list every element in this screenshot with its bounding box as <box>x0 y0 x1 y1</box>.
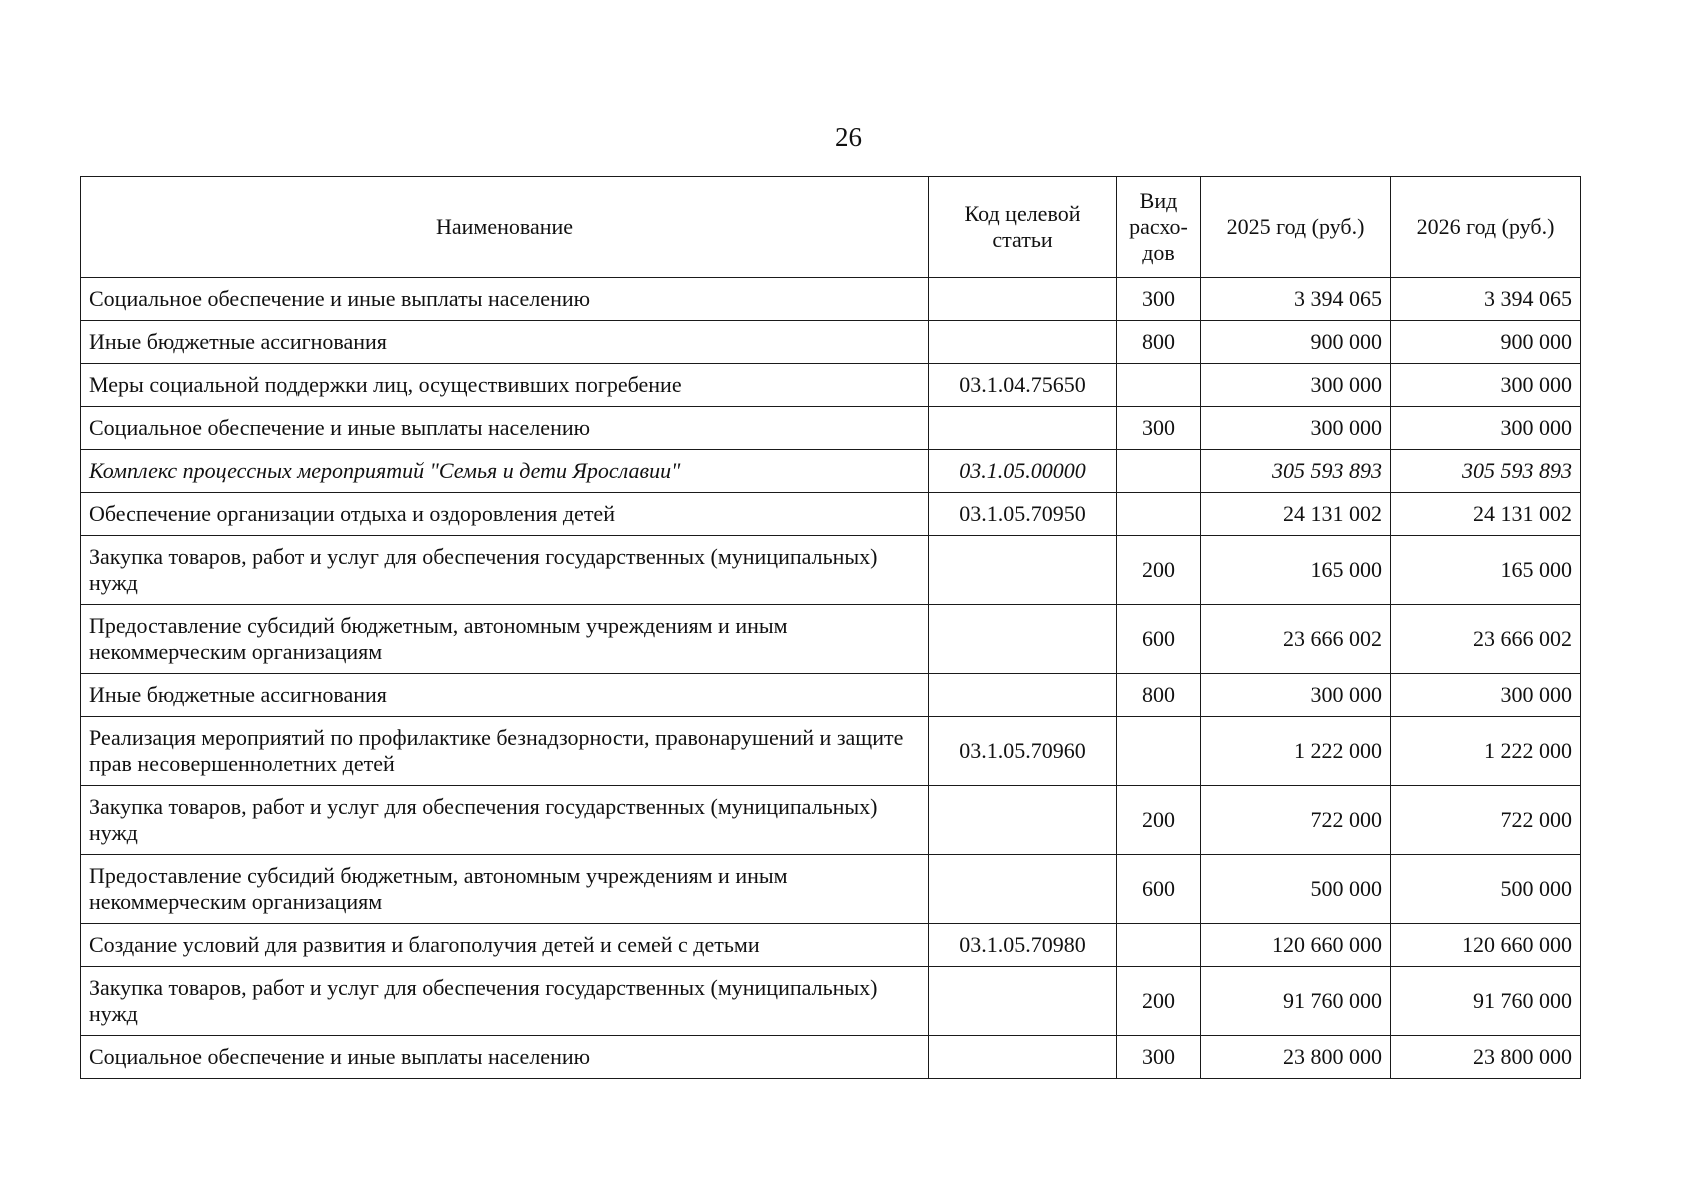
cell-2026: 165 000 <box>1391 536 1581 605</box>
cell-code <box>929 1036 1117 1079</box>
table-row <box>81 605 1581 674</box>
cell-type: 300 <box>1117 278 1201 321</box>
table-row <box>81 1036 1581 1079</box>
cell-code <box>929 278 1117 321</box>
cell-name: Социальное обеспечение и иные выплаты населению <box>81 407 929 450</box>
cell-type <box>1117 450 1201 493</box>
cell-code <box>929 407 1117 450</box>
cell-code: 03.1.05.70980 <box>929 924 1117 967</box>
cell-2025: 500 000 <box>1201 855 1391 924</box>
table-row <box>81 493 1581 536</box>
cell-code <box>929 855 1117 924</box>
cell-2026: 305 593 893 <box>1391 450 1581 493</box>
header-code: Код целевой статьи <box>929 177 1117 278</box>
table-row <box>81 855 1581 924</box>
cell-code <box>929 967 1117 1036</box>
cell-name: Предоставление субсидий бюджетным, автономным учреждениям и иным некоммерческим организациям <box>81 855 929 924</box>
cell-2025: 120 660 000 <box>1201 924 1391 967</box>
cell-2026: 120 660 000 <box>1391 924 1581 967</box>
cell-code <box>929 321 1117 364</box>
cell-type: 800 <box>1117 321 1201 364</box>
cell-name: Закупка товаров, работ и услуг для обеспечения государственных (муниципальных) нужд <box>81 536 929 605</box>
cell-2025: 305 593 893 <box>1201 450 1391 493</box>
cell-2026: 722 000 <box>1391 786 1581 855</box>
cell-2026: 1 222 000 <box>1391 717 1581 786</box>
table-row <box>81 321 1581 364</box>
cell-2026: 23 666 002 <box>1391 605 1581 674</box>
cell-2026: 3 394 065 <box>1391 278 1581 321</box>
cell-2025: 900 000 <box>1201 321 1391 364</box>
table-row <box>81 450 1581 493</box>
cell-2026: 500 000 <box>1391 855 1581 924</box>
cell-type: 200 <box>1117 967 1201 1036</box>
cell-name: Обеспечение организации отдыха и оздоровления детей <box>81 493 929 536</box>
cell-2025: 3 394 065 <box>1201 278 1391 321</box>
table-row <box>81 717 1581 786</box>
table-row <box>81 967 1581 1036</box>
cell-type: 300 <box>1117 407 1201 450</box>
cell-2025: 300 000 <box>1201 674 1391 717</box>
table-row <box>81 924 1581 967</box>
header-2026: 2026 год (руб.) <box>1391 177 1581 278</box>
cell-name: Предоставление субсидий бюджетным, автономным учреждениям и иным некоммерческим организациям <box>81 605 929 674</box>
cell-code: 03.1.05.70950 <box>929 493 1117 536</box>
cell-2025: 722 000 <box>1201 786 1391 855</box>
cell-code: 03.1.05.00000 <box>929 450 1117 493</box>
cell-type: 300 <box>1117 1036 1201 1079</box>
budget-table <box>80 176 1581 1079</box>
cell-2025: 23 666 002 <box>1201 605 1391 674</box>
cell-type: 200 <box>1117 786 1201 855</box>
cell-type <box>1117 364 1201 407</box>
cell-2025: 165 000 <box>1201 536 1391 605</box>
cell-name: Социальное обеспечение и иные выплаты населению <box>81 1036 929 1079</box>
table-row <box>81 278 1581 321</box>
cell-type: 200 <box>1117 536 1201 605</box>
cell-code: 03.1.04.75650 <box>929 364 1117 407</box>
cell-type: 600 <box>1117 605 1201 674</box>
cell-2025: 23 800 000 <box>1201 1036 1391 1079</box>
cell-code <box>929 786 1117 855</box>
cell-2026: 900 000 <box>1391 321 1581 364</box>
header-2025: 2025 год (руб.) <box>1201 177 1391 278</box>
cell-2025: 24 131 002 <box>1201 493 1391 536</box>
cell-2026: 300 000 <box>1391 364 1581 407</box>
cell-2026: 300 000 <box>1391 674 1581 717</box>
cell-type <box>1117 717 1201 786</box>
cell-name: Комплекс процессных мероприятий "Семья и дети Ярославии" <box>81 450 929 493</box>
cell-name: Иные бюджетные ассигнования <box>81 674 929 717</box>
cell-2025: 1 222 000 <box>1201 717 1391 786</box>
cell-2026: 300 000 <box>1391 407 1581 450</box>
table-row <box>81 674 1581 717</box>
cell-2026: 91 760 000 <box>1391 967 1581 1036</box>
header-type: Вид расхо-дов <box>1117 177 1201 278</box>
cell-type: 800 <box>1117 674 1201 717</box>
cell-type <box>1117 924 1201 967</box>
cell-name: Реализация мероприятий по профилактике безнадзорности, правонарушений и защите прав несовершеннолетних детей <box>81 717 929 786</box>
cell-type <box>1117 493 1201 536</box>
page-number: 26 <box>835 122 862 152</box>
cell-name: Создание условий для развития и благополучия детей и семей с детьми <box>81 924 929 967</box>
table-row <box>81 364 1581 407</box>
cell-2026: 24 131 002 <box>1391 493 1581 536</box>
cell-code: 03.1.05.70960 <box>929 717 1117 786</box>
cell-name: Иные бюджетные ассигнования <box>81 321 929 364</box>
cell-name: Закупка товаров, работ и услуг для обеспечения государственных (муниципальных) нужд <box>81 967 929 1036</box>
cell-code <box>929 605 1117 674</box>
cell-2026: 23 800 000 <box>1391 1036 1581 1079</box>
header-name: Наименование <box>81 177 929 278</box>
cell-code <box>929 536 1117 605</box>
cell-2025: 91 760 000 <box>1201 967 1391 1036</box>
table-row <box>81 786 1581 855</box>
cell-name: Социальное обеспечение и иные выплаты населению <box>81 278 929 321</box>
cell-name: Закупка товаров, работ и услуг для обеспечения государственных (муниципальных) нужд <box>81 786 929 855</box>
cell-type: 600 <box>1117 855 1201 924</box>
cell-name: Меры социальной поддержки лиц, осуществивших погребение <box>81 364 929 407</box>
table-row <box>81 407 1581 450</box>
table-row <box>81 536 1581 605</box>
table-header-row <box>81 177 1581 278</box>
cell-2025: 300 000 <box>1201 364 1391 407</box>
cell-code <box>929 674 1117 717</box>
cell-2025: 300 000 <box>1201 407 1391 450</box>
